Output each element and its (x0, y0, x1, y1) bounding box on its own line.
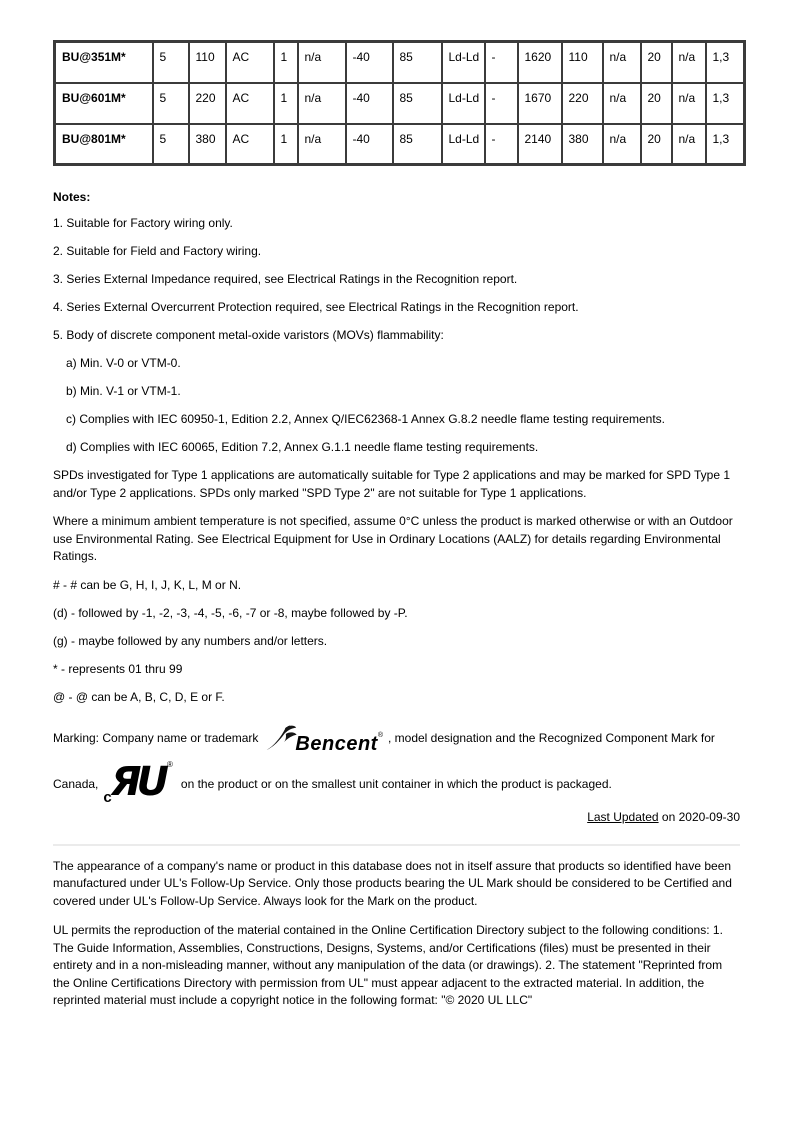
note-subitem-c: c) Complies with IEC 60950-1, Edition 2.2, Annex Q/IEC62368-1 Annex G.8.2 needle flame testing requirements. (66, 412, 665, 426)
table-cell: 20 (641, 83, 672, 124)
table-cell: 1 (274, 124, 298, 165)
spd-type-paragraph: SPDs investigated for Type 1 applications are automatically suitable for Type 2 applications and may be marked for SPD Type 1 and/or Type 2 applications. SPDs only marked "SPD Type 2" are not suitable for Type 1 applications. (53, 468, 731, 500)
table-cell: 85 (393, 42, 442, 83)
table-cell: - (485, 83, 518, 124)
table-cell: n/a (603, 83, 641, 124)
table-cell-model: BU@601M* (55, 83, 153, 124)
table-cell: 110 (562, 42, 603, 83)
table-cell: 20 (641, 124, 672, 165)
note-subitem-d: d) Complies with IEC 60065, Edition 7.2, Annex G.1.1 needle flame testing requirements. (66, 440, 539, 454)
reproduction-terms-paragraph: UL permits the reproduction of the material contained in the Online Certification Directory subject to the following conditions: 1. The Guide Information, Assemblies, Constructions, Designs, Systems, and/or Certifications (files) must be presented in their entirety and in a non-misleading manner, without any manipulation of the data (or drawings). 2. The statement "Reprinted from the Online Certifications Directory with permission from UL" must appear adjacent to the extracted material. In addition, the reprinted material must include a copyright notice in the following format: "© 2020 UL LLC" (53, 923, 723, 1007)
table-cell: n/a (298, 124, 346, 165)
table-cell: 1 (274, 83, 298, 124)
cul-c-letter: c (103, 788, 112, 806)
section-divider (53, 844, 740, 846)
ambient-temperature-paragraph: Where a minimum ambient temperature is not specified, assume 0°C unless the product is marked otherwise or with an Outdoor use Environmental Rating. See Electrical Equipment for Use in Ordinary Locations (AALZ) for details regarding Environmental Ratings. (53, 514, 733, 563)
legend-item-star: * - represents 01 thru 99 (53, 661, 183, 676)
bencent-logo (265, 724, 383, 754)
table-cell: n/a (672, 42, 706, 83)
table-cell: AC (226, 83, 274, 124)
note-subitem-a: a) Min. V-0 or VTM-0. (66, 356, 181, 370)
marking-paragraph-line2 (53, 760, 740, 808)
cul-recognized-component-mark-icon (103, 760, 173, 808)
table-cell: 85 (393, 124, 442, 165)
table-cell: 5 (153, 42, 189, 83)
legend-item-d: (d) - followed by -1, -2, -3, -4, -5, -6, -7 or -8, maybe followed by -P. (53, 605, 408, 620)
table-cell: 2140 (518, 124, 562, 165)
table-cell: 5 (153, 83, 189, 124)
bencent-swoosh-icon (265, 724, 297, 752)
table-cell: -40 (346, 83, 393, 124)
note-item-4: 4. Series External Overcurrent Protection required, see Electrical Ratings in the Recognition report. (53, 300, 579, 314)
table-cell: 85 (393, 83, 442, 124)
table-cell: n/a (298, 83, 346, 124)
marking-text-middle: , model designation and the Recognized Component Mark for (388, 731, 715, 745)
legend-item-at: @ - @ can be A, B, C, D, E or F. (53, 689, 225, 704)
table-cell: 1 (274, 42, 298, 83)
table-cell: 1,3 (706, 42, 745, 83)
notes-heading: Notes: (53, 190, 91, 204)
canada-label: Canada, (53, 776, 99, 791)
last-updated-link[interactable]: Last Updated (587, 809, 659, 824)
marking-text-before: Marking: Company name or trademark (53, 731, 259, 745)
table-cell: 20 (641, 42, 672, 83)
table-cell: -40 (346, 42, 393, 83)
marking-paragraph (53, 724, 740, 754)
table-cell: AC (226, 42, 274, 83)
note-item-3: 3. Series External Impedance required, see Electrical Ratings in the Recognition report. (53, 272, 518, 286)
table-row (55, 42, 745, 83)
table-cell: n/a (603, 42, 641, 83)
legend-item-g: (g) - maybe followed by any numbers and/or letters. (53, 633, 328, 648)
table-cell: 220 (562, 83, 603, 124)
table-cell-model: BU@351M* (55, 42, 153, 83)
table-cell: Ld-Ld (442, 124, 485, 165)
registered-symbol: ® (377, 731, 383, 739)
table-cell: Ld-Ld (442, 42, 485, 83)
table-cell: 380 (562, 124, 603, 165)
table-cell: 1,3 (706, 124, 745, 165)
table-cell: 1670 (518, 83, 562, 124)
table-cell: 1,3 (706, 83, 745, 124)
note-subitem-b: b) Min. V-1 or VTM-1. (66, 384, 181, 398)
table-cell: n/a (298, 42, 346, 83)
table-cell: 380 (189, 124, 226, 165)
table-row (55, 83, 745, 124)
table-cell: -40 (346, 124, 393, 165)
table-row (55, 124, 745, 165)
disclaimer-paragraph: The appearance of a company's name or product in this database does not in itself assure that products so identified have been manufactured under UL's Follow-Up Service. Only those products bearing the UL Mark should be considered to be Certified and covered under UL's Follow-Up Service. Always look for the Mark on the product. (53, 858, 732, 908)
table-cell: - (485, 124, 518, 165)
last-updated-date: on 2020-09-30 (658, 809, 740, 824)
table-cell: n/a (672, 83, 706, 124)
table-cell: 220 (189, 83, 226, 124)
ratings-table (53, 40, 746, 166)
registered-symbol: ® (167, 759, 173, 769)
table-cell-model: BU@801M* (55, 124, 153, 165)
table-cell: 110 (189, 42, 226, 83)
table-cell: n/a (672, 124, 706, 165)
marking-text-after: on the product or on the smallest unit container in which the product is packaged. (180, 776, 612, 791)
legend-item-hash: # - # can be G, H, I, J, K, L, M or N. (53, 577, 242, 592)
table-cell: - (485, 42, 518, 83)
table-cell: Ld-Ld (442, 83, 485, 124)
note-item-2: 2. Suitable for Field and Factory wiring. (53, 244, 262, 258)
cul-reversed-ur: ЯU (110, 758, 164, 805)
last-updated-line (53, 810, 740, 824)
bencent-wordmark: Bencent (295, 732, 378, 755)
note-item-5: 5. Body of discrete component metal-oxide varistors (MOVs) flammability: (53, 328, 444, 342)
table-cell: 5 (153, 124, 189, 165)
table-cell: n/a (603, 124, 641, 165)
note-item-1: 1. Suitable for Factory wiring only. (53, 216, 233, 230)
table-cell: 1620 (518, 42, 562, 83)
table-cell: AC (226, 124, 274, 165)
